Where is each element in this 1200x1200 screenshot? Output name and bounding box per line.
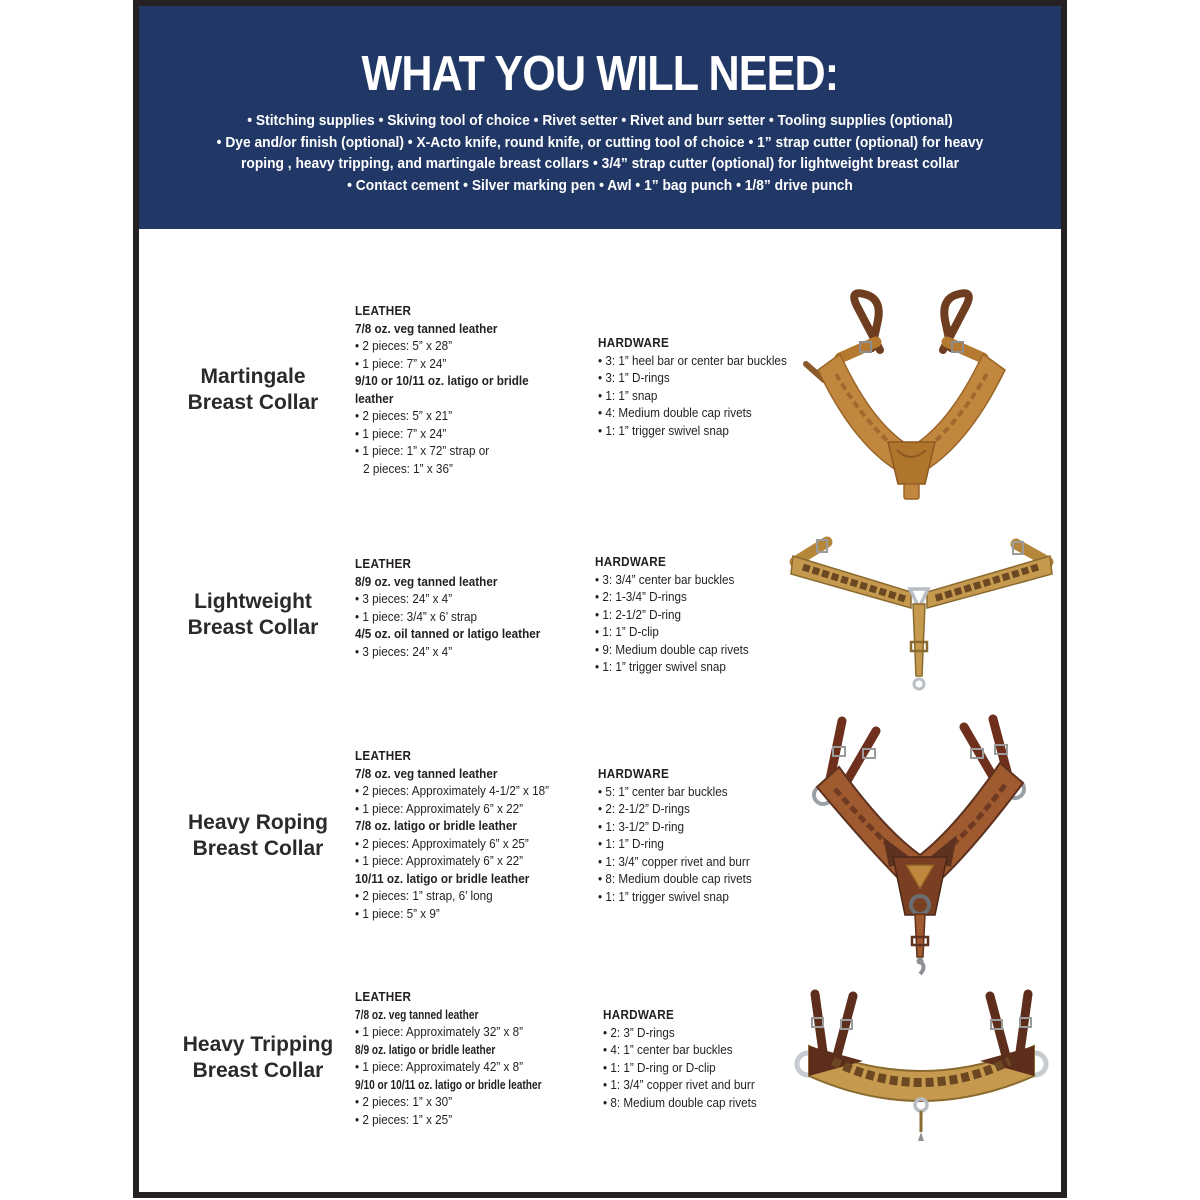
- text-line: • 3: 3/4” center bar buckles: [595, 571, 735, 587]
- text-line: • 3: 1” D-rings: [598, 370, 670, 385]
- text-line: HARDWARE: [598, 335, 670, 350]
- text-line: • 2 pieces: Approximately 6” x 25”: [355, 835, 529, 851]
- text-line: • 1: 3/4” copper rivet and burr: [603, 1077, 755, 1092]
- text-line: • 4: Medium double cap rivets: [598, 405, 752, 420]
- section-label-line: Breast Collar: [187, 616, 319, 639]
- text-line: 8/9 oz. veg tanned leather: [355, 573, 498, 589]
- section-label-line: Heavy Tripping: [182, 1033, 334, 1056]
- text-line: • 3 pieces: 24” x 4”: [355, 591, 453, 606]
- text-line: • 1 piece: 5” x 9”: [355, 905, 440, 921]
- text-line: • 1: 1” D-ring or D-clip: [603, 1059, 716, 1075]
- supply-line: • Contact cement • Silver marking pen • Awl • 1” bag punch • 1/8” drive punch: [347, 176, 853, 194]
- martingale-collar-image: [794, 284, 1029, 502]
- text-line: • 1 piece: Approximately 6” x 22”: [355, 853, 523, 868]
- text-line: • 1: 1” trigger swivel snap: [598, 888, 729, 904]
- section-label-line: Heavy Roping: [187, 811, 329, 834]
- text-line: • 2 pieces: Approximately 4-1/2” x 18”: [355, 783, 549, 798]
- text-line: • 8: Medium double cap rivets: [603, 1094, 757, 1110]
- text-line: 7/8 oz. veg tanned leather: [355, 1006, 479, 1022]
- document-page: [133, 0, 1067, 1198]
- section-label: [153, 364, 353, 416]
- text-line: • 1: 1” trigger swivel snap: [595, 659, 726, 674]
- text-line: 7/8 oz. veg tanned leather: [355, 320, 498, 336]
- text-line: • 3: 1” heel bar or center bar buckles: [598, 352, 787, 368]
- text-line: • 2: 3” D-rings: [603, 1024, 675, 1040]
- section-label: [153, 589, 353, 641]
- leather-list: [355, 302, 605, 477]
- section-label-line: Lightweight: [194, 590, 312, 613]
- text-line: 2 pieces: 1” x 36”: [363, 460, 453, 476]
- text-line: • 3 pieces: 24” x 4”: [355, 643, 453, 659]
- text-line: 10/11 oz. latigo or bridle leather: [355, 870, 530, 886]
- text-line: LEATHER: [355, 303, 412, 318]
- text-line: • 1: 2-1/2” D-ring: [595, 606, 682, 622]
- text-line: 4/5 oz. oil tanned or latigo leather: [355, 626, 541, 641]
- section-label-line: Breast Collar: [187, 391, 319, 414]
- text-line: 7/8 oz. latigo or bridle leather: [355, 818, 517, 833]
- text-line: • 1: 3-1/2” D-ring: [598, 818, 685, 834]
- text-line: • 2 pieces: 5” x 28”: [355, 338, 453, 353]
- leather-list: [355, 555, 605, 660]
- leather-list: [355, 747, 605, 922]
- text-line: • 9: Medium double cap rivets: [595, 641, 749, 657]
- text-line: • 1 piece: 1” x 72” strap or: [355, 443, 490, 458]
- text-line: leather: [355, 390, 394, 406]
- text-line: LEATHER: [355, 556, 412, 571]
- text-line: HARDWARE: [598, 766, 670, 781]
- text-line: • 1 piece: 7” x 24”: [355, 425, 447, 441]
- text-line: • 2 pieces: 1” x 25”: [355, 1111, 453, 1127]
- supply-line: roping , heavy tripping, and martingale breast collars • 3/4” strap cutter (optional) for lightweight breast collar: [241, 155, 959, 172]
- text-line: • 1 piece: Approximately 32” x 8”: [355, 1024, 523, 1039]
- header-banner: [139, 6, 1061, 229]
- text-line: • 4: 1” center bar buckles: [603, 1042, 733, 1057]
- heavy-roping-collar-image: [779, 709, 1064, 977]
- section-label-line: Martingale: [200, 365, 306, 388]
- text-line: HARDWARE: [603, 1007, 675, 1022]
- supply-list: [139, 110, 1061, 196]
- heavy-tripping-collar-image: [779, 984, 1064, 1146]
- text-line: • 1: 1” D-clip: [595, 624, 659, 639]
- supply-line: • Dye and/or finish (optional) • X-Acto knife, round knife, or cutting tool of choice • 1” strap cutter (optional) for heavy: [216, 133, 984, 151]
- text-line: HARDWARE: [595, 554, 667, 569]
- text-line: LEATHER: [355, 748, 412, 763]
- text-line: 9/10 or 10/11 oz. latigo or bridle: [355, 373, 529, 388]
- page-title: WHAT YOU WILL NEED:: [361, 47, 839, 101]
- lightweight-collar-image: [779, 504, 1064, 699]
- leather-list: [355, 988, 615, 1128]
- section-label-line: Breast Collar: [192, 1059, 324, 1082]
- text-line: • 5: 1” center bar buckles: [598, 783, 728, 799]
- text-line: LEATHER: [355, 989, 412, 1004]
- supply-line: • Stitching supplies • Skiving tool of choice • Rivet setter • Rivet and burr setter • Tooling supplies (optional): [247, 112, 953, 129]
- section-label: [153, 810, 363, 862]
- text-line: • 1: 1” trigger swivel snap: [598, 422, 729, 438]
- text-line: • 1 piece: Approximately 6” x 22”: [355, 800, 523, 816]
- text-line: 8/9 oz. latigo or bridle leather: [355, 1041, 496, 1057]
- text-line: • 2 pieces: 1” x 30”: [355, 1094, 453, 1109]
- text-line: • 2 pieces: 5” x 21”: [355, 408, 453, 423]
- text-line: • 1 piece: 3/4” x 6’ strap: [355, 608, 478, 624]
- section-label: [153, 1032, 363, 1084]
- text-line: • 2: 2-1/2” D-rings: [598, 801, 690, 816]
- text-line: • 2 pieces: 1” strap, 6’ long: [355, 888, 493, 903]
- section-label-line: Breast Collar: [192, 837, 324, 860]
- text-line: • 1: 1” D-ring: [598, 836, 664, 851]
- text-line: • 2: 1-3/4” D-rings: [595, 589, 687, 604]
- text-line: 7/8 oz. veg tanned leather: [355, 765, 498, 781]
- text-line: • 1: 1” snap: [598, 387, 658, 403]
- text-line: • 8: Medium double cap rivets: [598, 871, 752, 886]
- text-line: • 1 piece: 7” x 24”: [355, 355, 447, 371]
- text-line: • 1: 3/4” copper rivet and burr: [598, 853, 750, 869]
- text-line: 9/10 or 10/11 oz. latigo or bridle leather: [355, 1076, 542, 1092]
- text-line: • 1 piece: Approximately 42” x 8”: [355, 1059, 523, 1074]
